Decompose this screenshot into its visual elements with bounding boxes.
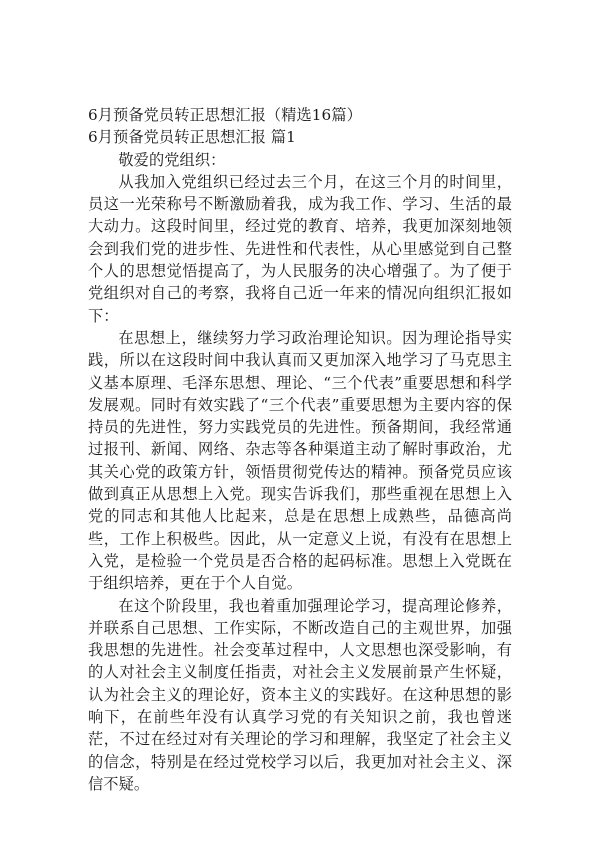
salutation: 敬爱的党组织： (118, 150, 226, 169)
paragraph-2: 在思想上，继续努力学习政治理论知识。因为理论指导实践，所以在这段时间中我认真而又更加深入地学习了马克思主义基本原理、毛泽东思想、理论、“三个代表”重要思想和科学发展观。同时有效实践了“三个代表”重要思想为主要内容的保持员的先进性，努力实践党员的先进性。预备期间，我经常通过报刊、新闻、网络、杂志等各种渠道主动了解时事政治，尤其关心党的政策方针，领悟贯彻党传达的精神。预备党员应该做到真正从思想上入党。现实告诉我们，那些重视在思想上入党的同志和其他人比起来，总是在思想上成熟些，品德高尚些，工作上积极些。因此，从一定意义上说，有没有在思想上入党，是检验一个党员是否合格的起码标准。思想上入党既在于组织培养，更在于个人自觉。 (88, 328, 512, 593)
paragraph-1: 从我加入党组织已经过去三个月，在这三个月的时间里，员这一光荣称号不断激励着我，成为我工作、学习、生活的最大动力。这段时间里，经过党的教育、培养，我更加深刻地领会到我们党的进步性、先进性和代表性，从心里感觉到自己整个人的思想觉悟提高了，为人民服务的决心增强了。为了便于党组织对自己的考察，我将自己近一年来的情况向组织汇报如下： (88, 172, 512, 325)
document-title: 6月预备党员转正思想汇报（精选16篇） (88, 106, 362, 124)
document-body (88, 104, 512, 795)
section-heading: 6月预备党员转正思想汇报 篇1 (88, 128, 296, 147)
paragraph-3: 在这个阶段里，我也着重加强理论学习，提高理论修养，并联系自己思想、工作实际，不断改造自己的主观世界，加强我思想的先进性。社会变革过程中，人文思想也深受影响，有的人对社会主义制度任指责，对社会主义发展前景产生怀疑，认为社会主义的理论好，资本主义的实践好。在这种思想的影响下，在前些年没有认真学习党的有关知识之前，我也曾迷茫，不过在经过对有关理论的学习和理解，我坚定了社会主义的信念，特别是在经过党校学习以后，我更加对社会主义、深信不疑。 (88, 596, 512, 793)
